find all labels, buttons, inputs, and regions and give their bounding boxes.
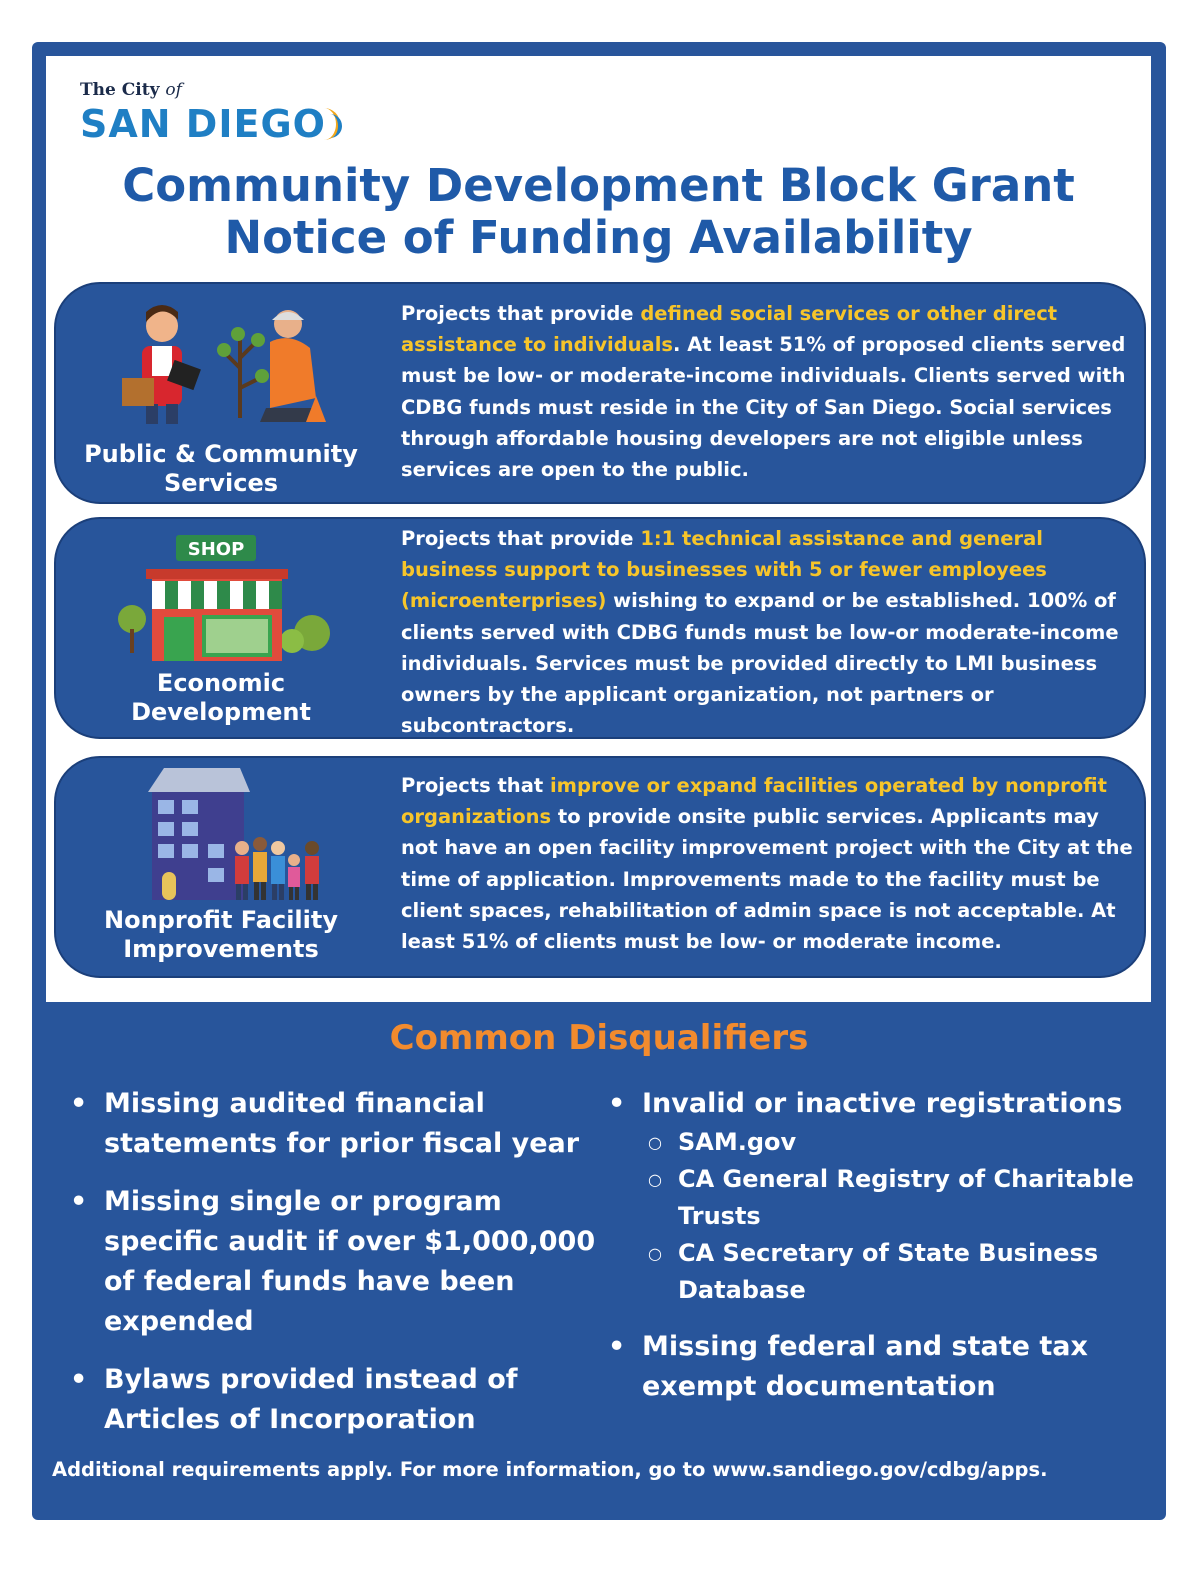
card-nonprofit-facility: [54, 756, 1146, 978]
list-item: • Missing audited financial statements for prior fiscal year: [70, 1084, 600, 1164]
text-highlight: 1:1 technical assistance and general business support to businesses with 5 or fewer employees (microenterprises): [401, 527, 1047, 613]
shop-sign-text: SHOP: [187, 539, 245, 560]
list-item: • Missing single or program specific audit if over $1,000,000 of federal funds have been expended: [70, 1182, 600, 1342]
card-label-line: Improvements: [123, 935, 319, 963]
sub-list-item: ○ CA General Registry of Charitable Trusts: [608, 1161, 1148, 1235]
title-line-1: Community Development Block Grant: [122, 159, 1075, 212]
text-post: wishing to expand or be established. 100% of clients served with CDBG funds must be low-or moderate-income individuals. Services must be provided directly to LMI business owners by the applicant organization, not partners or subcontractors.: [401, 589, 1119, 738]
card-label-line: Services: [163, 469, 279, 497]
list-item: • Invalid or inactive registrations: [608, 1084, 1148, 1124]
card-nonprofit-text: [401, 770, 1141, 957]
card-economic-text: [401, 523, 1141, 741]
city-logo: [80, 80, 350, 146]
logo-prefix: The City: [80, 80, 166, 100]
volunteers-icon: [120, 298, 330, 428]
logo-name: SAN DIEGO: [80, 102, 326, 146]
sub-list-item: ○ CA Secretary of State Business Database: [608, 1235, 1148, 1309]
list-item: • Missing federal and state tax exempt documentation: [608, 1327, 1148, 1407]
sub-list-item: ○ SAM.gov: [608, 1124, 1148, 1161]
text-pre: Projects that: [401, 774, 550, 797]
text-highlight: defined social services or other direct assistance to individuals: [401, 302, 1058, 357]
facility-building-icon: [144, 764, 334, 904]
text-highlight: improve or expand facilities operated by nonprofit organizations: [401, 774, 1107, 829]
shop-icon: [116, 529, 336, 669]
list-item: • Bylaws provided instead of Articles of Incorporation: [70, 1360, 600, 1440]
card-label-line: Development: [131, 698, 311, 726]
sun-wave-icon: [320, 104, 350, 144]
text-post: to provide onsite public services. Applicants may not have an open facility improvement project with the City at the time of application. Improvements made to the facility must be client spaces, rehabilitation of admin space is not acceptable. At least 51% of clients must be low- or moderate income.: [401, 805, 1133, 954]
card-label-line: Nonprofit Facility: [104, 906, 338, 934]
card-public-text: [401, 298, 1141, 485]
card-label-line: Economic: [156, 669, 286, 697]
disqualifiers-title: Common Disqualifiers: [389, 1018, 809, 1058]
disqualifiers-right-list: [608, 1084, 1148, 1425]
card-economic-label: [56, 669, 386, 727]
page-title: [46, 160, 1151, 264]
text-pre: Projects that provide: [401, 527, 641, 550]
text-pre: Projects that provide: [401, 302, 641, 325]
card-nonprofit-label: [56, 906, 386, 964]
disqualifiers-left-list: [70, 1084, 600, 1458]
title-line-2: Notice of Funding Availability: [224, 211, 973, 264]
card-public-label: [56, 440, 386, 498]
text-post: . At least 51% of proposed clients served must be low- or moderate-income individuals. Clients served with CDBG funds must reside in the City of San Diego. Social services through affordable housing developers are not eligible unless services are open to the public.: [401, 333, 1126, 482]
card-label-line: Public & Community: [84, 440, 358, 468]
logo-prefix-italic: of: [165, 80, 182, 100]
card-economic-development: [54, 517, 1146, 739]
footer-note: Additional requirements apply. For more information, go to www.sandiego.gov/cdbg/apps.: [52, 1458, 1048, 1481]
card-public-services: [54, 282, 1146, 504]
